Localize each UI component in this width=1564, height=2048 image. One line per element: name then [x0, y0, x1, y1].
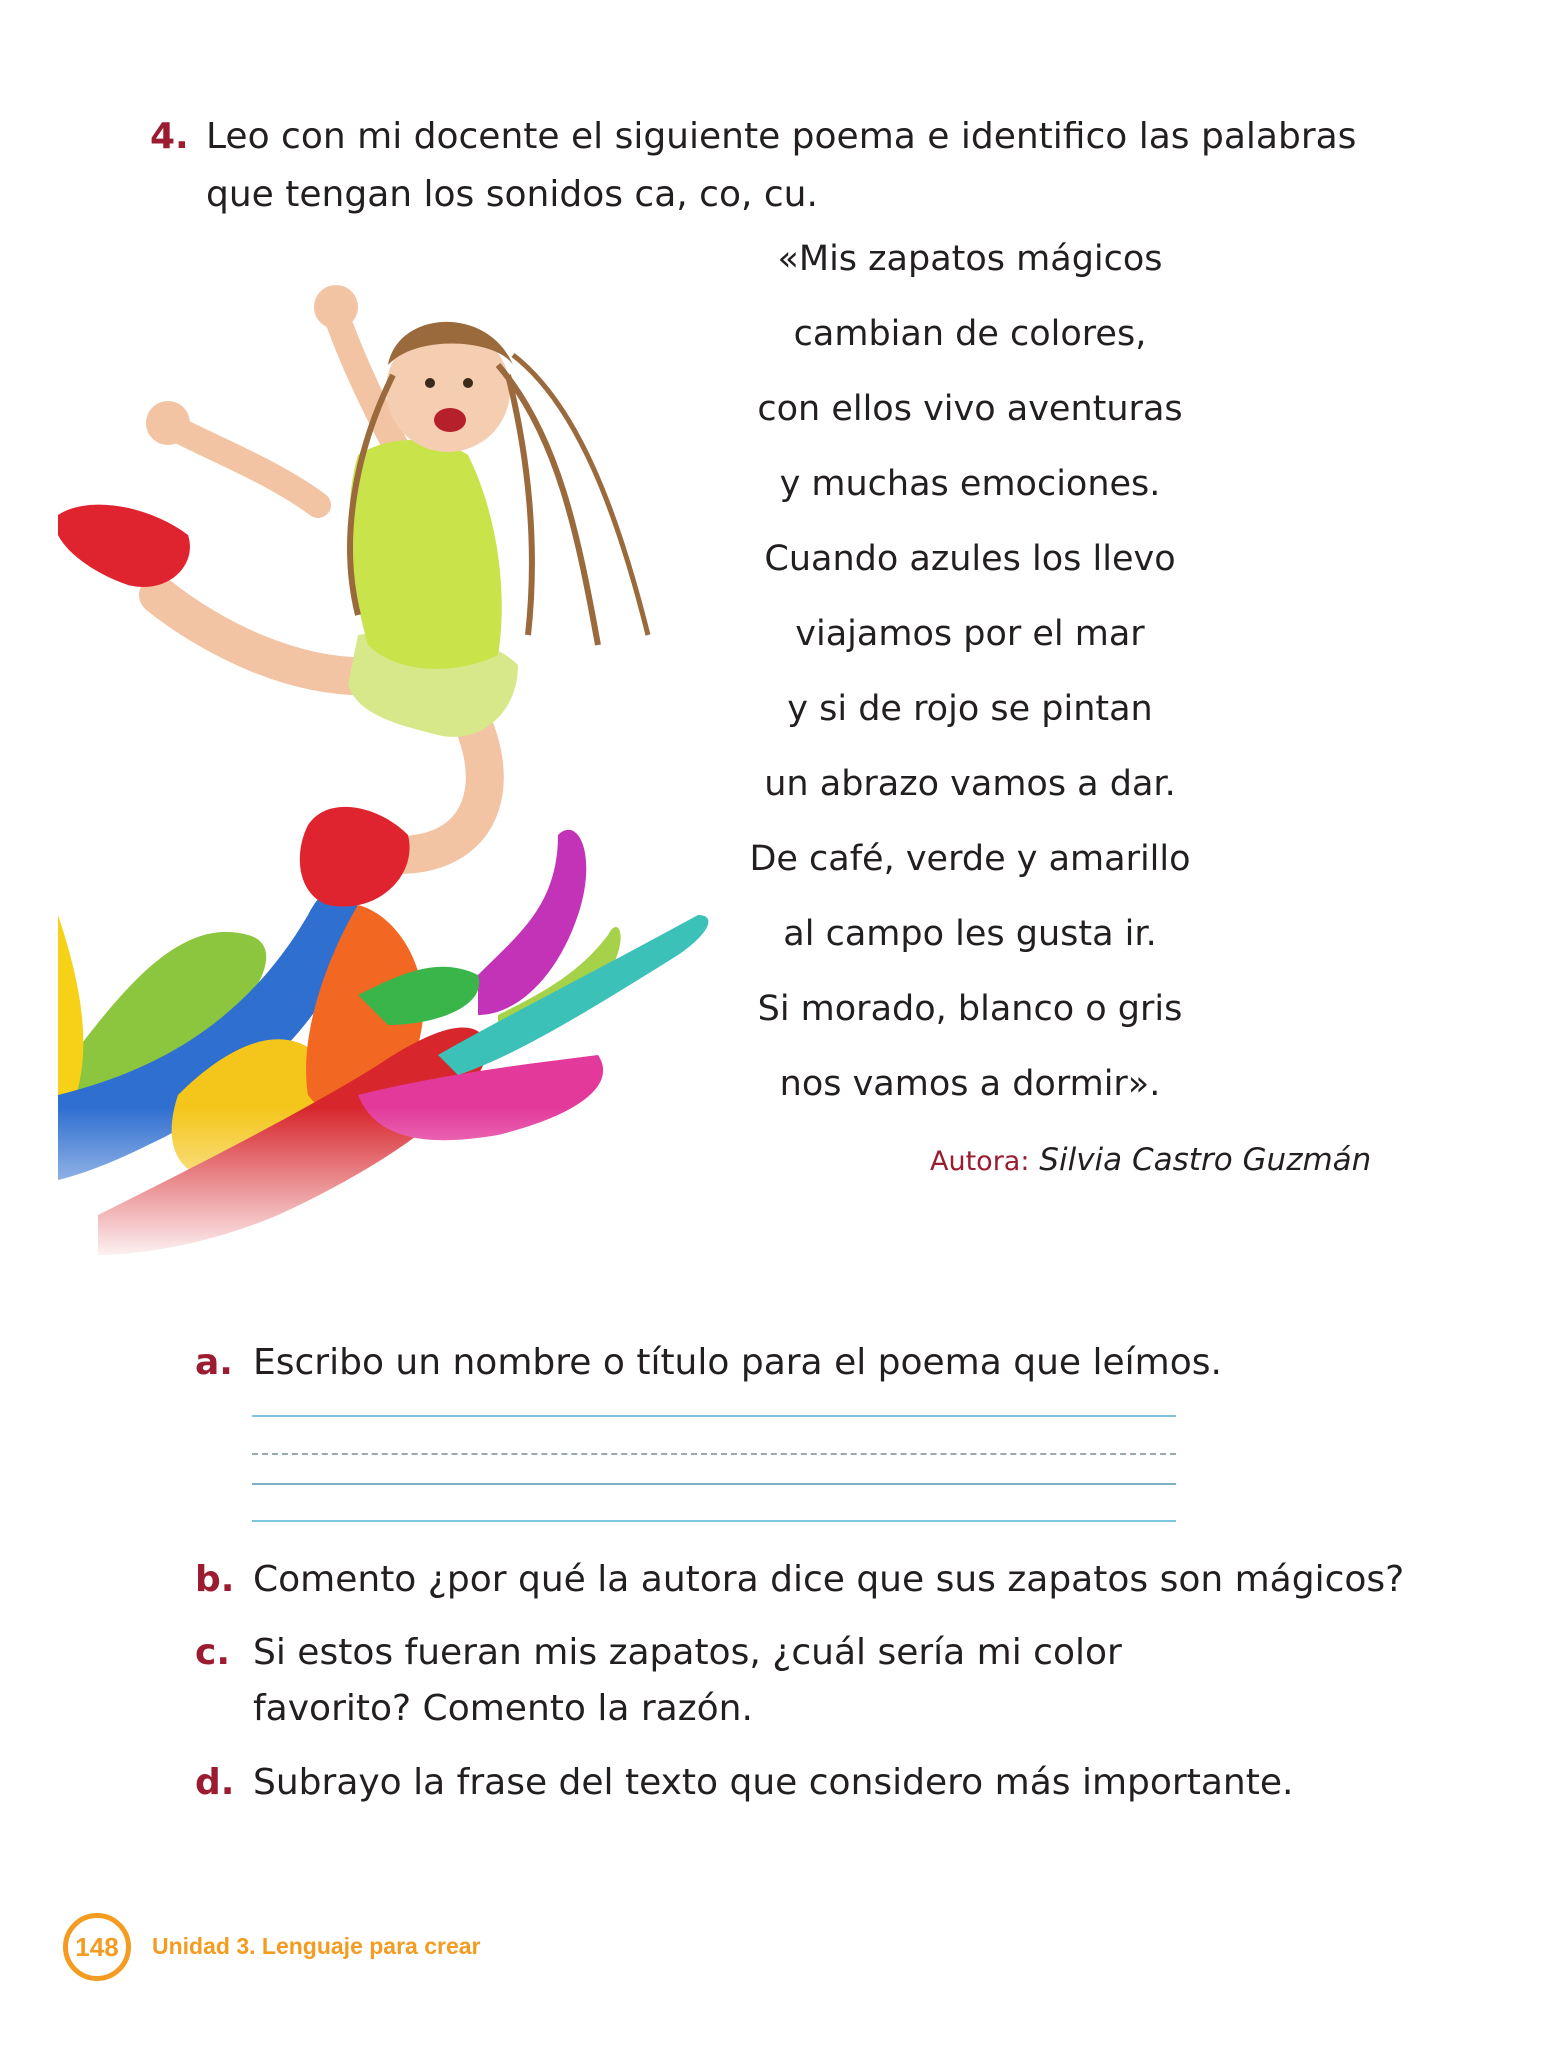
- poem-line: Si morado, blanco o gris: [757, 989, 1183, 1029]
- exercise-instruction: Leo con mi docente el siguiente poema e identifico las palabras que tengan los sonidos ca, co, cu.: [206, 116, 1357, 215]
- writing-guide-line: [252, 1453, 1176, 1455]
- author-label: Autora:: [930, 1146, 1030, 1177]
- poem-author: [930, 1142, 1380, 1178]
- poem-line: De café, verde y amarillo: [749, 839, 1191, 879]
- poem-line: y muchas emociones.: [779, 464, 1161, 504]
- poem-line: con ellos vivo aventuras: [757, 389, 1183, 429]
- page-number: 148: [75, 1931, 119, 1962]
- poem-line: cambian de colores,: [793, 314, 1147, 354]
- writing-line[interactable]: [252, 1415, 1176, 1417]
- question-letter: b.: [195, 1559, 235, 1600]
- jumping-girl-paint-illustration: [58, 215, 718, 1265]
- question-text: Si estos fueran mis zapatos, ¿cuál sería mi color favorito? Comento la razón.: [253, 1632, 1122, 1729]
- question-text: Escribo un nombre o título para el poema que leímos.: [253, 1342, 1222, 1383]
- question-letter: a.: [195, 1342, 233, 1383]
- page-number-badge: [63, 1913, 131, 1981]
- poem-line: viajamos por el mar: [795, 614, 1145, 654]
- question-text: Subrayo la frase del texto que considero más importante.: [253, 1762, 1294, 1803]
- unit-label: Unidad 3. Lenguaje para crear: [152, 1933, 481, 1959]
- poem-line: nos vamos a dormir».: [779, 1064, 1161, 1104]
- question-text: Comento ¿por qué la autora dice que sus zapatos son mágicos?: [253, 1559, 1405, 1600]
- question-letter: d.: [195, 1762, 235, 1803]
- poem-line: Cuando azules los llevo: [764, 539, 1176, 579]
- question-letter: c.: [195, 1632, 231, 1673]
- author-name: Silvia Castro Guzmán: [1039, 1142, 1372, 1178]
- exercise-number: 4.: [150, 116, 189, 157]
- poem-line: al campo les gusta ir.: [783, 914, 1157, 954]
- writing-line[interactable]: [252, 1520, 1176, 1522]
- writing-line[interactable]: [252, 1483, 1176, 1485]
- poem: [720, 222, 1220, 1122]
- poem-line: «Mis zapatos mágicos: [777, 239, 1163, 279]
- poem-line: un abrazo vamos a dar.: [764, 764, 1176, 804]
- poem-line: y si de rojo se pintan: [787, 689, 1153, 729]
